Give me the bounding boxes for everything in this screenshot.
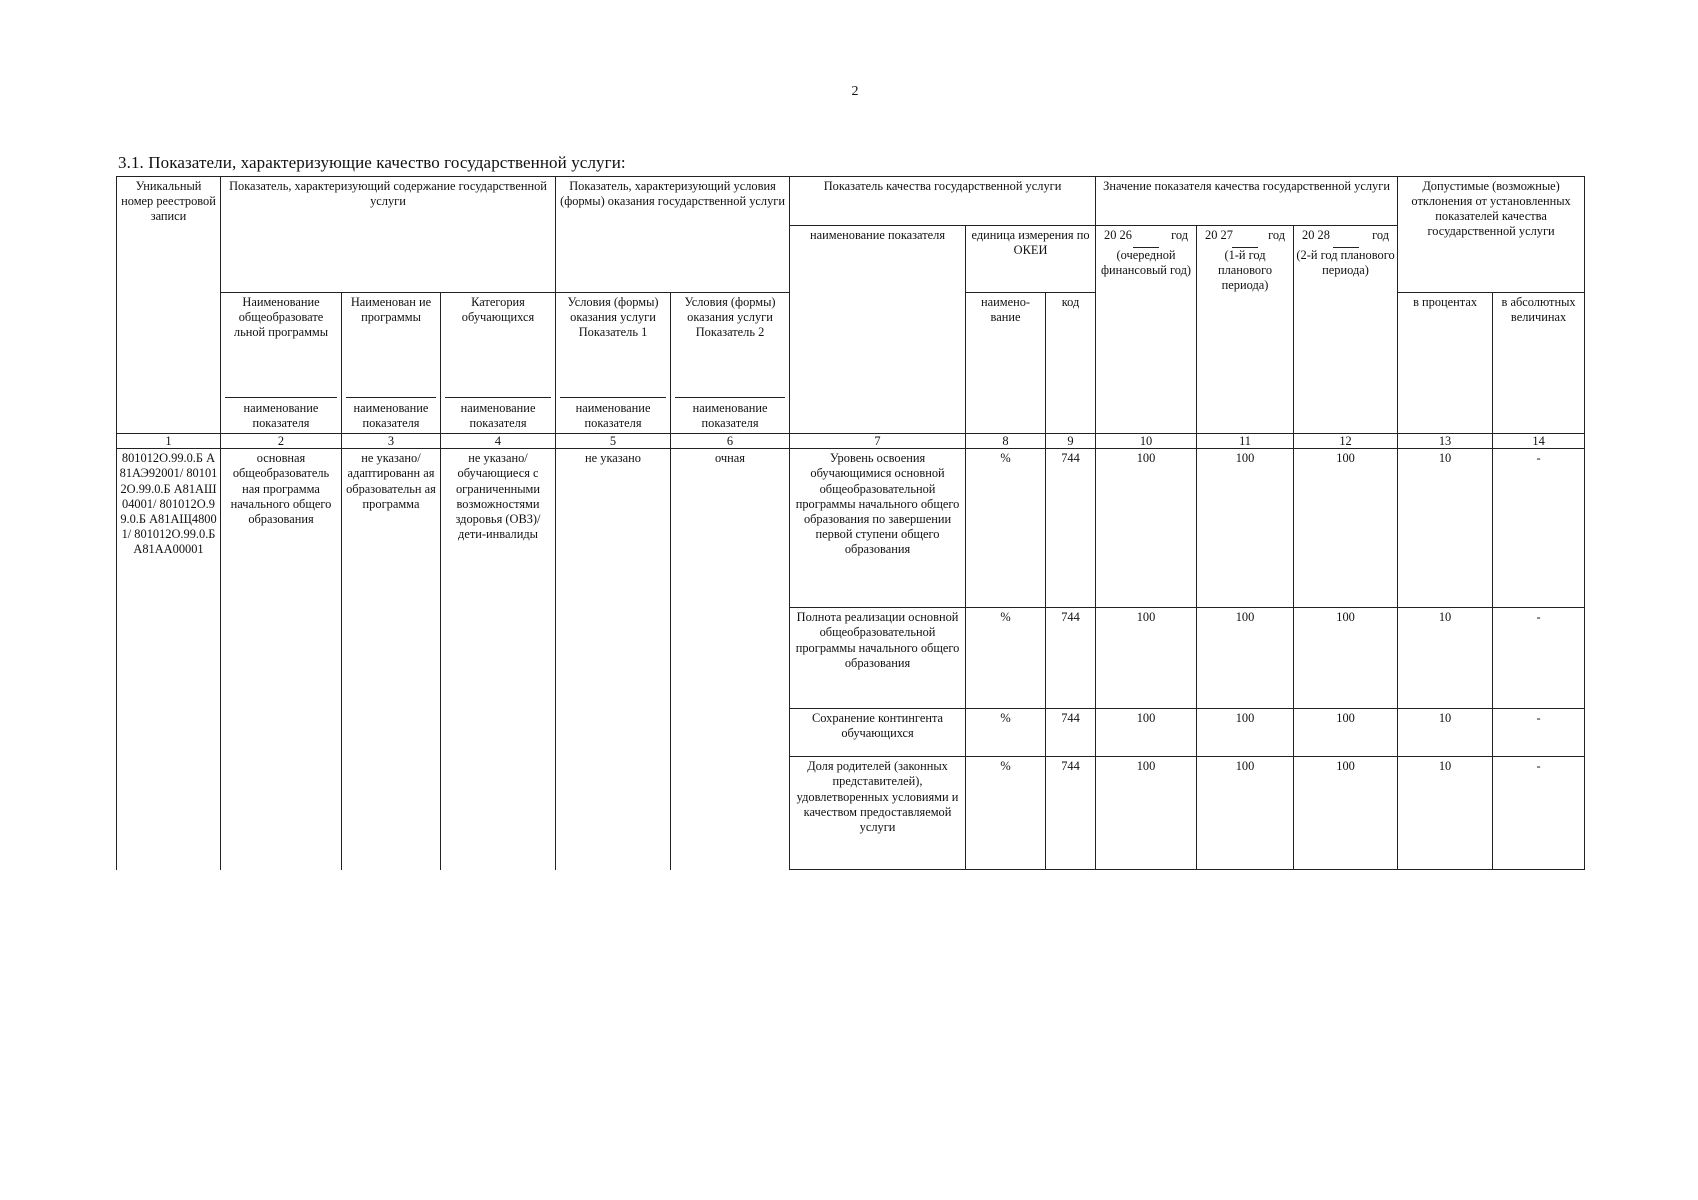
year3-suffix: год: [1372, 228, 1390, 242]
indicator-code: 744: [1046, 709, 1096, 757]
column-number: 12: [1294, 434, 1398, 449]
header-indicator-name: наименование показателя: [790, 226, 966, 434]
condition-1: не указано: [556, 449, 671, 870]
column-number: 9: [1046, 434, 1096, 449]
value-2028: 100: [1294, 709, 1398, 757]
header-allowed-deviation: Допустимые (возможные) отклонения от установленных показателей качества государственной услуги: [1398, 177, 1585, 293]
indicator-name: Уровень освоения обучающимися основной общеобразовательной программы начального общего образования по завершении первой ступени общего образования: [790, 449, 966, 608]
column-number: 7: [790, 434, 966, 449]
subheader-in-percent: в процентах: [1398, 293, 1493, 434]
header-year-2027: [1197, 226, 1294, 434]
value-2026: 100: [1096, 757, 1197, 870]
column-number: 4: [441, 434, 556, 449]
value-2026: 100: [1096, 709, 1197, 757]
indicator-name: Доля родителей (законных представителей), удовлетворенных условиями и качеством предоставляемой услуги: [790, 757, 966, 870]
column-number: 2: [221, 434, 342, 449]
value-2027: 100: [1197, 757, 1294, 870]
subheader-condition-1-indicator: наименование показателя: [560, 397, 666, 431]
indicator-unit: %: [966, 608, 1046, 709]
subheader-category: [441, 293, 556, 434]
subheader-condition-1-text: Условия (формы) оказания услуги Показатель 1: [567, 295, 659, 340]
header-quality-indicator: Показатель качества государственной услуги: [790, 177, 1096, 226]
year2-suffix: год: [1268, 228, 1286, 242]
quality-indicators-table: [116, 176, 1585, 870]
column-number: 11: [1197, 434, 1294, 449]
column-number: 14: [1493, 434, 1585, 449]
deviation-absolute: -: [1493, 757, 1585, 870]
subheader-program-name-indicator: наименование показателя: [225, 397, 336, 431]
column-number: 5: [556, 434, 671, 449]
year1-prefix: 20: [1104, 228, 1117, 242]
table-row: [117, 449, 1585, 608]
subheader-condition-2-text: Условия (формы) оказания услуги Показатель 2: [684, 295, 776, 340]
year2-value: 27: [1220, 228, 1233, 242]
deviation-percent: 10: [1398, 757, 1493, 870]
condition-2: очная: [671, 449, 790, 870]
header-unit-okei: единица измерения по ОКЕИ: [966, 226, 1096, 293]
year3-prefix: 20: [1302, 228, 1315, 242]
column-number: 8: [966, 434, 1046, 449]
deviation-absolute: -: [1493, 709, 1585, 757]
deviation-percent: 10: [1398, 709, 1493, 757]
page-number: 2: [851, 84, 859, 99]
header-year-2026: [1096, 226, 1197, 434]
deviation-absolute: -: [1493, 608, 1585, 709]
year1-value: 26: [1119, 228, 1132, 242]
header-year-2028: [1294, 226, 1398, 434]
subheader-unit-name: наимено-вание: [966, 293, 1046, 434]
value-2028: 100: [1294, 608, 1398, 709]
column-number: 6: [671, 434, 790, 449]
subheader-category-text: Категория обучающихся: [461, 295, 535, 325]
subheader-category-indicator: наименование показателя: [445, 397, 551, 431]
header-conditions-indicator: Показатель, характеризующий условия (формы) оказания государственной услуги: [556, 177, 790, 293]
indicator-name: Сохранение контингента обучающихся: [790, 709, 966, 757]
subheader-condition-1: [556, 293, 671, 434]
value-2027: 100: [1197, 608, 1294, 709]
subheader-program: [342, 293, 441, 434]
indicator-name: Полнота реализации основной общеобразовательной программы начального общего образования: [790, 608, 966, 709]
category: не указано/ обучающиеся с ограниченными возможностями здоровья (ОВЗ)/ дети-инвалиды: [441, 449, 556, 870]
registry-number: 801012О.99.0.Б А81АЭ92001/ 801012О.99.0.Б А81АШ04001/ 801012О.99.0.Б А81АЩ48001/ 801012О.99.0.Б А81АА00001: [117, 449, 221, 870]
year2-prefix: 20: [1205, 228, 1218, 242]
subheader-in-absolute: в абсолютных величинах: [1493, 293, 1585, 434]
indicator-unit: %: [966, 757, 1046, 870]
subheader-unit-code: код: [1046, 293, 1096, 434]
year1-note: (очередной финансовый год): [1101, 248, 1192, 278]
column-number: 13: [1398, 434, 1493, 449]
header-unique-number: Уникальный номер реестровой записи: [117, 177, 221, 434]
subheader-program-name-text: Наименование общеобразовате льной программы: [233, 295, 329, 340]
column-number: 10: [1096, 434, 1197, 449]
header-content-indicator: Показатель, характеризующий содержание государственной услуги: [221, 177, 556, 293]
year2-note: (1-й год планового периода): [1217, 248, 1273, 293]
subheader-program-text: Наименован ие программы: [350, 295, 432, 325]
year1-suffix: год: [1171, 228, 1189, 242]
value-2028: 100: [1294, 449, 1398, 608]
subheader-program-indicator: наименование показателя: [346, 397, 436, 431]
subheader-condition-2: [671, 293, 790, 434]
column-number: 3: [342, 434, 441, 449]
indicator-code: 744: [1046, 608, 1096, 709]
column-number: 1: [117, 434, 221, 449]
value-2028: 100: [1294, 757, 1398, 870]
value-2026: 100: [1096, 608, 1197, 709]
indicator-unit: %: [966, 449, 1046, 608]
subheader-condition-2-indicator: наименование показателя: [675, 397, 784, 431]
program-name: основная общеобразователь ная программа начального общего образования: [221, 449, 342, 870]
subheader-program-name: [221, 293, 342, 434]
deviation-absolute: -: [1493, 449, 1585, 608]
value-2027: 100: [1197, 449, 1294, 608]
program: не указано/ адаптированн ая образовательн ая программа: [342, 449, 441, 870]
indicator-code: 744: [1046, 757, 1096, 870]
header-quality-value: Значение показателя качества государственной услуги: [1096, 177, 1398, 226]
year3-note: (2-й год планового периода): [1296, 248, 1395, 278]
indicator-code: 744: [1046, 449, 1096, 608]
value-2027: 100: [1197, 709, 1294, 757]
indicator-unit: %: [966, 709, 1046, 757]
deviation-percent: 10: [1398, 449, 1493, 608]
section-title: 3.1. Показатели, характеризующие качество государственной услуги:: [118, 153, 626, 172]
value-2026: 100: [1096, 449, 1197, 608]
deviation-percent: 10: [1398, 608, 1493, 709]
year3-value: 28: [1317, 228, 1330, 242]
